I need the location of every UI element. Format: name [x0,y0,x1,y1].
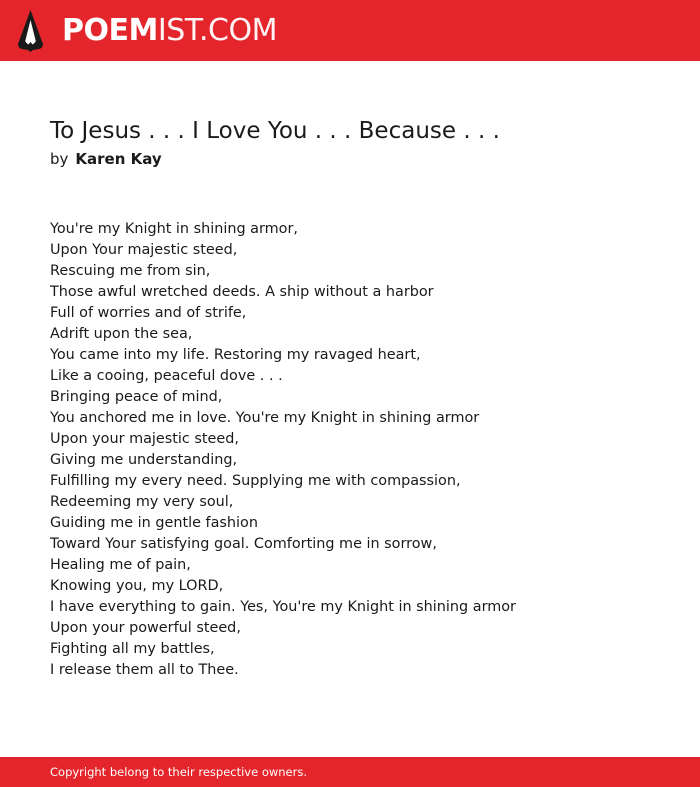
byline [50,148,162,170]
poem-line: Upon your powerful steed, [50,620,241,636]
author-name[interactable]: Karen Kay [75,150,162,168]
poem-line: You anchored me in love. You're my Knight in shining armor [50,410,480,426]
poem-line: Giving me understanding, [50,452,238,468]
poem-line: Bringing peace of mind, [50,389,223,405]
site-logo[interactable] [62,12,277,50]
poem-line: You're my Knight in shining armor, [50,221,298,237]
by-label: by [50,150,69,168]
poem-line: Like a cooing, peaceful dove . . . [50,368,283,384]
poem-line: Knowing you, my LORD, [50,578,224,594]
brand-name-bold: POEM [62,13,158,48]
poem-line: Full of worries and of strife, [50,305,247,321]
poem-line: I release them all to Thee. [50,662,239,678]
poem-line: Rescuing me from sin, [50,263,211,279]
pencil-nib-icon[interactable] [18,10,43,52]
brand-name-light: IST.COM [157,13,277,48]
poem-line: Toward Your satisfying goal. Comforting me in sorrow, [50,536,437,552]
poem-line: Fulfilling my every need. Supplying me with compassion, [50,473,461,489]
poem-line: Healing me of pain, [50,557,191,573]
poem-line: Guiding me in gentle fashion [50,515,258,531]
poem-title: To Jesus . . . I Love You . . . Because . . . [50,118,500,144]
poem-line: I have everything to gain. Yes, You're my Knight in shining armor [50,599,516,615]
poem-line: Upon your majestic steed, [50,431,239,447]
site-footer [0,757,700,787]
poem-line: Fighting all my battles, [50,641,215,657]
poem-body [50,219,516,681]
site-header [0,0,700,61]
copyright-notice: Copyright belong to their respective owners. [50,765,308,779]
poem-line: Upon Your majestic steed, [50,242,238,258]
poem-line: You came into my life. Restoring my ravaged heart, [50,347,421,363]
poem-line: Redeeming my very soul, [50,494,234,510]
poem-line: Adrift upon the sea, [50,326,193,342]
poem-line: Those awful wretched deeds. A ship without a harbor [50,284,434,300]
